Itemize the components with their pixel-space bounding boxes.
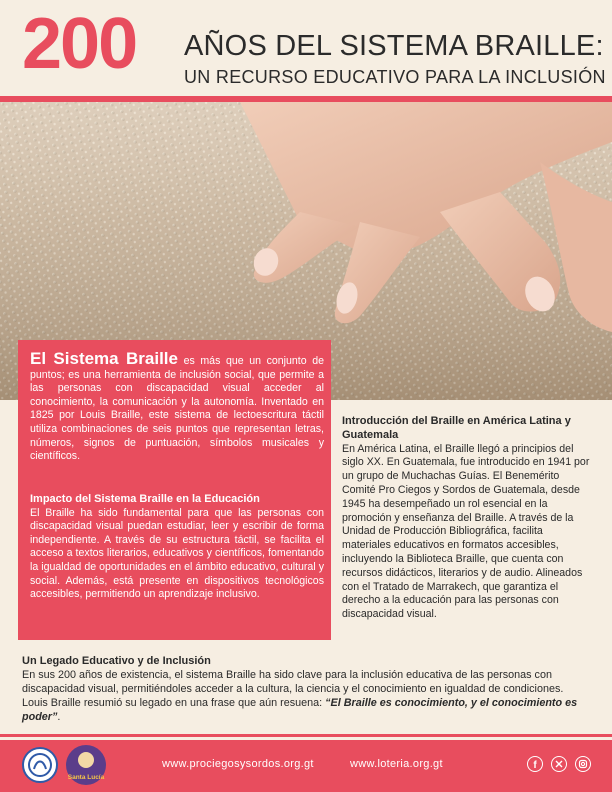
legacy-end: . <box>57 711 61 723</box>
svg-text:f: f <box>533 760 537 771</box>
loteria-santa-lucia-logo-icon <box>66 745 106 785</box>
legacy-title: Un Legado Educativo y de Inclusión <box>22 655 211 667</box>
header <box>0 0 612 98</box>
x-icon[interactable] <box>551 756 567 772</box>
comite-logo-graphic <box>24 749 56 781</box>
santa-lucia-logo-graphic <box>66 745 106 785</box>
latam-title: Introducción del Braille en América Latina y Guatemala <box>342 415 571 441</box>
legacy-text: En sus 200 años de existencia, el sistema Braille ha sido clave para la inclusión educativa de las personas con discapacidad visual, permitiéndoles acceder a la cultura, la ciencia y el conocimiento en igualdad de condiciones. Louis Braille resumió su legado en una frase que aún resuena: <box>22 669 564 709</box>
legacy-quote: “El Braille es conocimiento, y el conocimiento es poder” <box>22 697 578 723</box>
intro-paragraph <box>30 349 325 464</box>
santa-lucia-logo-text: Santa Lucía <box>67 774 105 781</box>
legacy-paragraph <box>22 668 592 724</box>
page-title: AÑOS DEL SISTEMA BRAILLE: <box>184 30 604 62</box>
intro-lead: El Sistema Braille <box>30 349 178 368</box>
impact-section <box>30 493 324 602</box>
facebook-icon[interactable] <box>527 756 543 772</box>
footer-divider <box>0 734 612 737</box>
latam-text: En América Latina, el Braille llegó a principios del siglo XX. En Guatemala, fue introducido en 1941 por un grupo de Muchachas Guías. El Benemérito Comité Pro Ciegos y Sordos de Guatemala, desde 1945 ha desempeñado un rol esencial en la promoción y enseñanza del Braille. A través de la Unidad de Producción Bibliográfica, facilita materiales educativos en formatos accesibles, incluyendo la Biblioteca Braille, que cuenta con recursos didácticos, literarios y de audio. Alineados con el Tratado de Marrakech, que garantiza el derecho a la educación para las personas con discapacidad visual. <box>342 442 590 621</box>
instagram-icon[interactable] <box>575 756 591 772</box>
impact-text: El Braille ha sido fundamental para que las personas con discapacidad visual puedan estudiar, leer y escribir de forma independiente. A través de su estructura táctil, se facilita el acceso a textos literarios, educativos y científicos, fomentando la igualdad de oportunidades en el ámbito educativo, cultural y social. Además, está presente en dispositivos tecnológicos accesibles, permitiendo un aprendizaje inclusivo. <box>30 506 324 601</box>
prociegos-link[interactable]: www.prociegosysordos.org.gt <box>162 758 314 770</box>
latam-section <box>342 415 594 622</box>
page-subtitle: UN RECURSO EDUCATIVO PARA LA INCLUSIÓN <box>184 67 606 87</box>
impact-title: Impacto del Sistema Braille en la Educación <box>30 493 260 505</box>
intro-text: es más que un conjunto de puntos; es una herramienta de inclusión social, que permite a las personas con discapacidad visual acceder al conocimiento, la comunicación y la autonomía. Inventado en 1825 por Louis Braille, este sistema de lectoescritura táctil utiliza combinaciones de seis puntos que representan letras, números, signos de puntuación, símbolos musicales y científicos. <box>30 355 325 463</box>
comite-logo-icon <box>22 747 58 783</box>
loteria-link[interactable]: www.loteria.org.gt <box>350 758 443 770</box>
legacy-section <box>22 654 592 724</box>
anniversary-number: 200 <box>22 4 137 84</box>
